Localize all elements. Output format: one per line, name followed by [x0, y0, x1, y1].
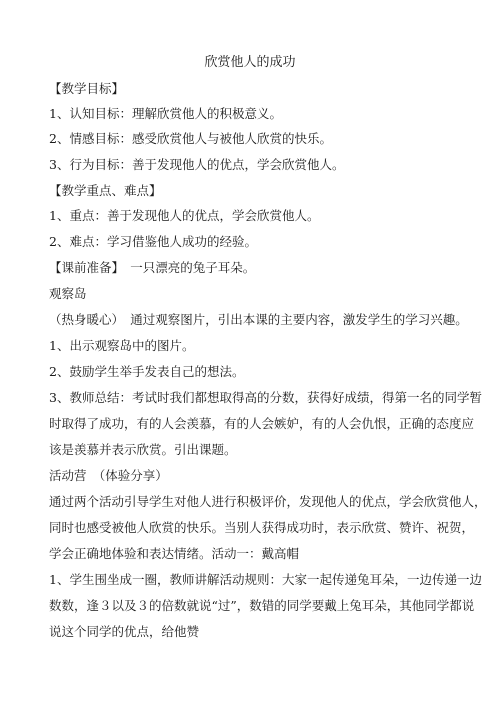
- difficult-point: 2、难点：学习借鉴他人成功的经验。: [49, 234, 257, 249]
- activity-rule-line-3: 说这个同学的优点，给他赞: [49, 624, 200, 639]
- objective-emotional: 2、情感目标：感受欣赏他人与被他人欣赏的快乐。: [49, 131, 332, 146]
- activity-intro-line-3: 学会正确地体验和表达情绪。活动一：戴高帽: [49, 546, 300, 561]
- preparation-line: 【课前准备】 一只漂亮的兔子耳朵。: [49, 260, 256, 275]
- activity-intro-line-2: 同时也感受被他人欣赏的快乐。当别人获得成功时，表示欣赏、赞许、祝贺，: [49, 520, 475, 535]
- section-activity: 活动营 （体验分享）: [49, 468, 168, 483]
- step-3-line-2: 时取得了成功，有的人会羡慕，有的人会嫉妒，有的人会仇恨，正确的态度应: [49, 416, 475, 431]
- step-3-line-1: 3、教师总结：考试时我们都想取得高的分数，获得好成绩，得第一名的同学暂: [49, 390, 482, 405]
- key-point: 1、重点：善于发现他人的优点，学会欣赏他人。: [49, 208, 320, 223]
- page-title: 欣赏他人的成功: [204, 55, 296, 70]
- warmup-line: （热身暖心） 通过观察图片，引出本课的主要内容，激发学生的学习兴趣。: [49, 312, 468, 327]
- heading-objectives: 【教学目标】: [49, 81, 125, 96]
- activity-rule-line-1: 1、学生围坐成一圈，教师讲解活动规则：大家一起传递兔耳朵，一边传递一边: [49, 572, 482, 587]
- activity-intro-line-1: 通过两个活动引导学生对他人进行积极评价，发现他人的优点，学会欣赏他人，: [49, 494, 487, 509]
- step-1: 1、出示观察岛中的图片。: [49, 338, 195, 353]
- section-observation: 观察岛: [49, 286, 87, 301]
- objective-cognitive: 1、认知目标：理解欣赏他人的积极意义。: [49, 106, 282, 121]
- objective-behavioral: 3、行为目标：善于发现他人的优点，学会欣赏他人。: [49, 157, 345, 172]
- heading-key-points: 【教学重点、难点】: [49, 183, 162, 198]
- activity-rule-line-2: 数数，逢３以及３的倍数就说“过”，数错的同学要戴上兔耳朵，其他同学都说: [49, 598, 475, 613]
- step-3-line-3: 该是羡慕并表示欣赏。引出课题。: [49, 442, 237, 457]
- step-2: 2、鼓励学生举手发表自己的想法。: [49, 364, 245, 379]
